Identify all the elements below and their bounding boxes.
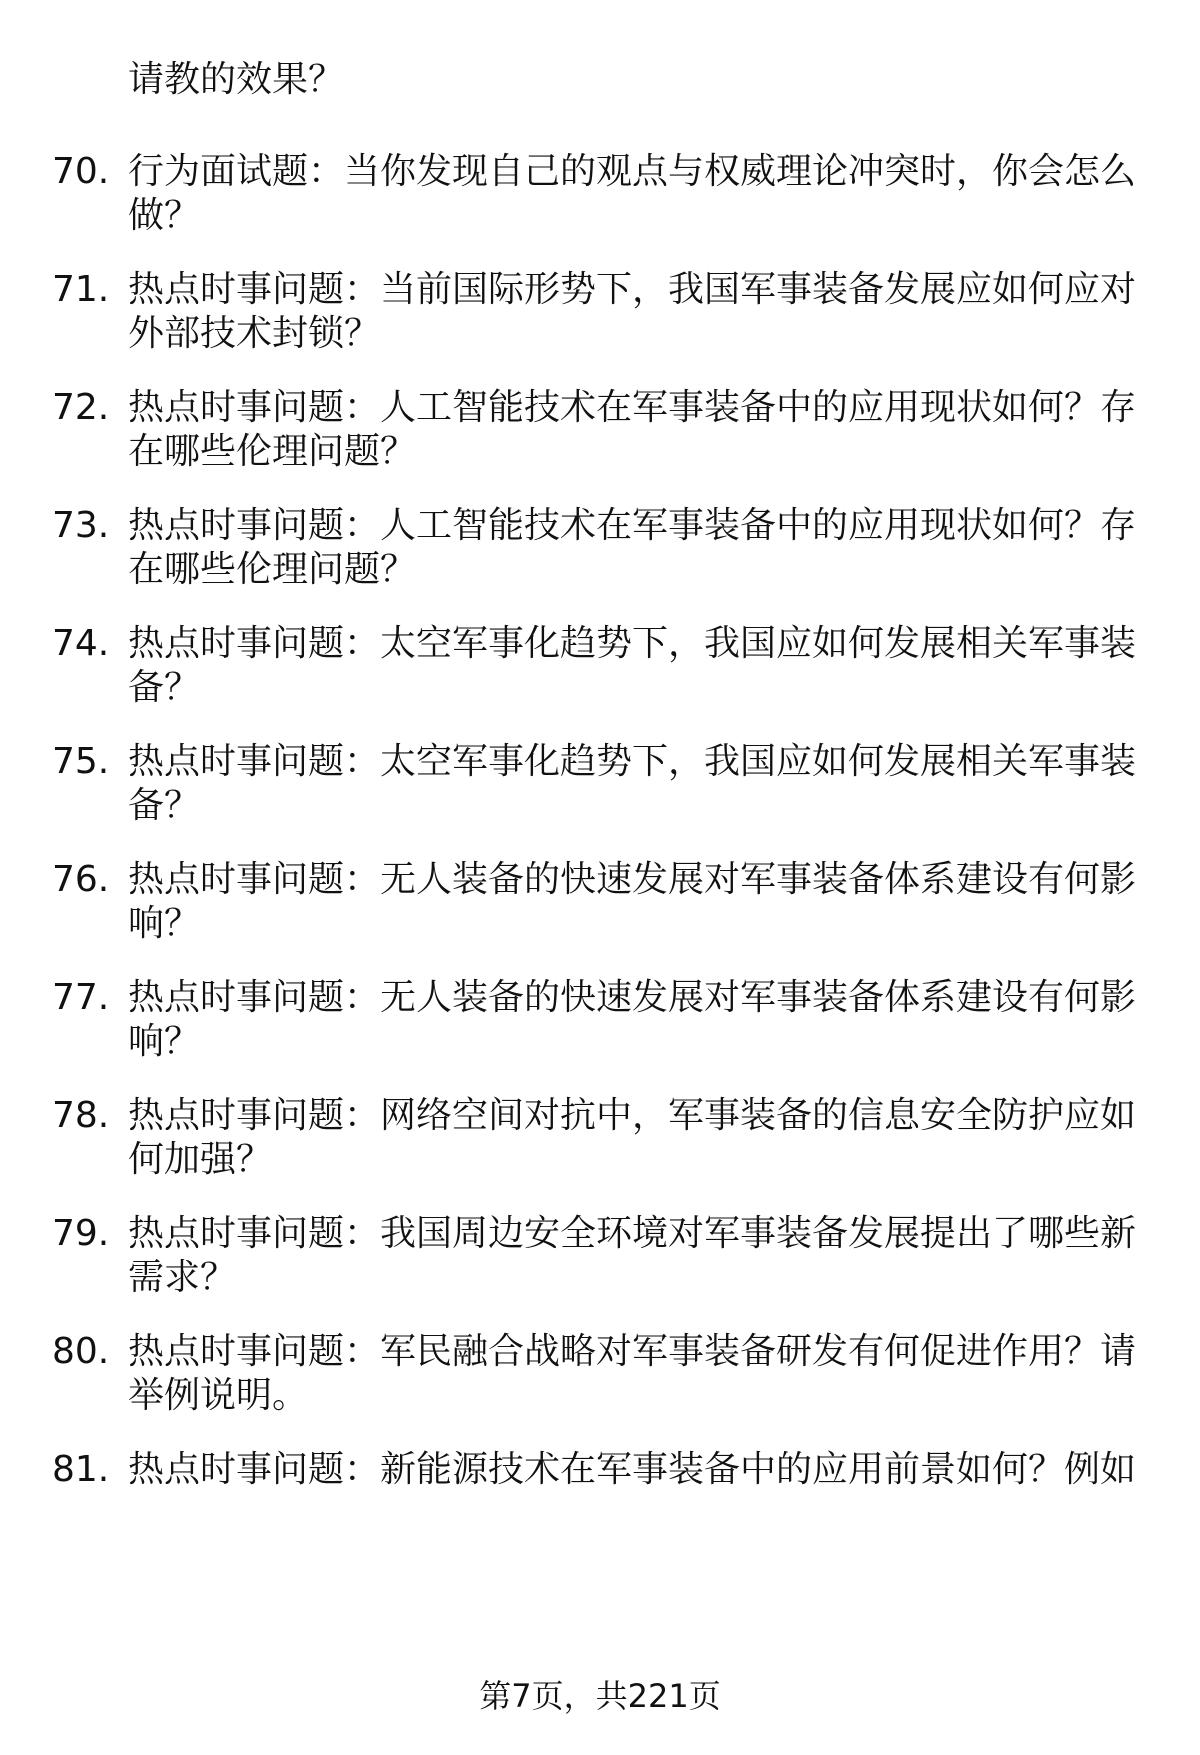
item-text: 热点时事问题：新能源技术在军事装备中的应用前景如何？例如 [128,1449,1137,1490]
item-text: 热点时事问题：军民融合战略对军事装备研发有何促进作用？请举例说明。 [128,1331,1137,1416]
list-item [52,1448,1142,1492]
item-text: 热点时事问题：太空军事化趋势下，我国应如何发展相关军事装备？ [128,741,1137,826]
item-number: 79. [52,1213,110,1254]
item-number: 70. [52,151,110,192]
list-item [52,622,1142,710]
item-number: 71. [52,269,110,310]
item-number: 77. [52,977,110,1018]
item-text: 热点时事问题：太空军事化趋势下，我国应如何发展相关军事装备？ [128,623,1137,708]
item-text: 行为面试题：当你发现自己的观点与权威理论冲突时，你会怎么做？ [128,151,1137,236]
list-item [52,1330,1142,1418]
list-item [52,386,1142,474]
item-text: 热点时事问题：无人装备的快速发展对军事装备体系建设有何影响？ [128,859,1137,944]
page-footer: 第7页，共221页 [479,1677,721,1715]
list-item [52,740,1142,828]
item-text: 热点时事问题：网络空间对抗中，军事装备的信息安全防护应如何加强？ [128,1095,1137,1180]
list-item [52,976,1142,1064]
item-number: 76. [52,859,110,900]
item-number: 81. [52,1449,110,1490]
item-text: 热点时事问题：人工智能技术在军事装备中的应用现状如何？存在哪些伦理问题？ [128,505,1137,590]
item-number: 73. [52,505,110,546]
item-number: 74. [52,623,110,664]
item-text: 热点时事问题：无人装备的快速发展对军事装备体系建设有何影响？ [128,977,1137,1062]
list-item [52,1212,1142,1300]
continuation-text: 请教的效果？ [128,59,345,100]
item-number: 80. [52,1331,110,1372]
list-item [52,268,1142,356]
list-item [52,504,1142,592]
item-number: 78. [52,1095,110,1136]
item-text: 热点时事问题：我国周边安全环境对军事装备发展提出了哪些新需求？ [128,1213,1137,1298]
list-item [52,858,1142,946]
list-item [52,150,1142,238]
item-number: 72. [52,387,110,428]
item-text: 热点时事问题：人工智能技术在军事装备中的应用现状如何？存在哪些伦理问题？ [128,387,1137,472]
item-number: 75. [52,741,110,782]
list-item [52,1094,1142,1182]
item-text: 热点时事问题：当前国际形势下，我国军事装备发展应如何应对外部技术封锁？ [128,269,1137,354]
